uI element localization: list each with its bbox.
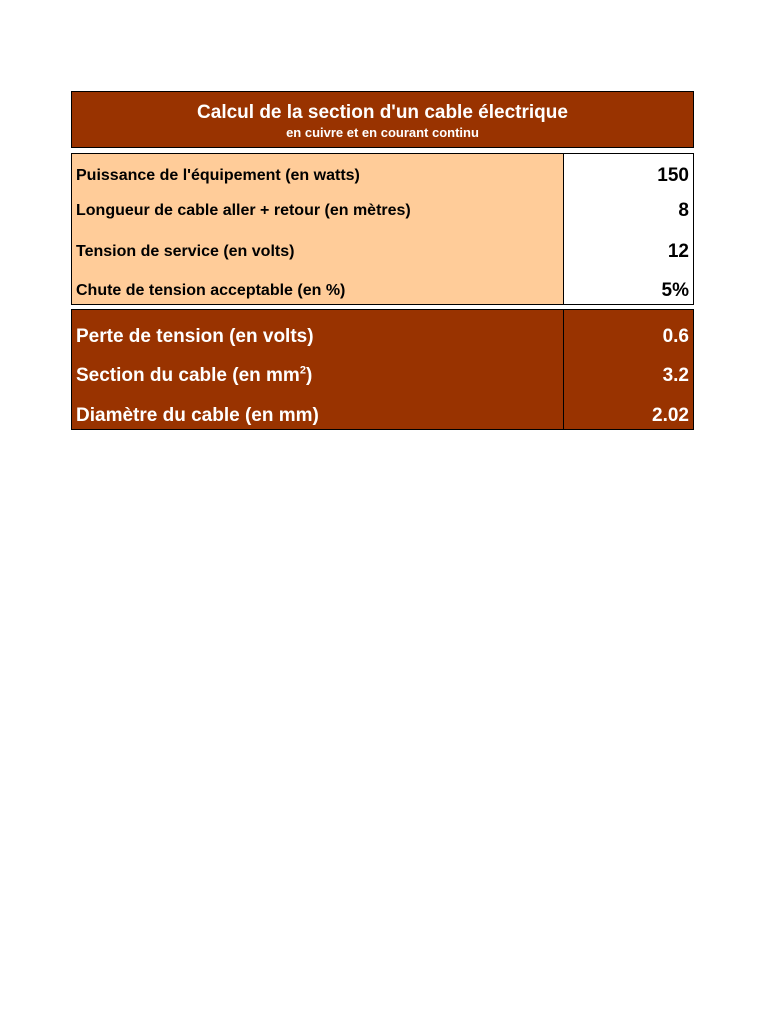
unit-superscript: 2 bbox=[299, 364, 306, 377]
result-label-voltage-loss: Perte de tension (en volts) bbox=[76, 326, 314, 347]
result-label-section-end: ) bbox=[305, 365, 313, 386]
input-label-voltage: Tension de service (en volts) bbox=[76, 243, 295, 260]
header-banner bbox=[71, 91, 694, 148]
page-subtitle: en cuivre et en courant continu bbox=[286, 125, 479, 140]
input-value-voltage[interactable]: 12 bbox=[667, 241, 689, 262]
input-label-length: Longueur de cable aller + retour (en mètres) bbox=[76, 202, 411, 219]
result-value-section: 3.2 bbox=[662, 365, 689, 386]
results-divider bbox=[563, 310, 564, 429]
input-value-length[interactable]: 8 bbox=[678, 200, 689, 221]
page-title: Calcul de la section d'un cable électrique bbox=[197, 102, 568, 123]
result-label-section-text: Section du cable (en mm bbox=[76, 365, 300, 386]
result-label-section bbox=[76, 365, 312, 387]
result-value-voltage-loss: 0.6 bbox=[662, 326, 689, 347]
input-table bbox=[71, 153, 694, 305]
result-value-diameter: 2.02 bbox=[652, 405, 689, 426]
input-value-power[interactable]: 150 bbox=[657, 165, 689, 186]
input-label-drop: Chute de tension acceptable (en %) bbox=[76, 282, 346, 299]
results-table bbox=[71, 309, 694, 430]
result-label-diameter: Diamètre du cable (en mm) bbox=[76, 405, 319, 426]
input-value-drop[interactable]: 5% bbox=[661, 280, 689, 301]
input-label-power: Puissance de l'équipement (en watts) bbox=[76, 167, 360, 184]
